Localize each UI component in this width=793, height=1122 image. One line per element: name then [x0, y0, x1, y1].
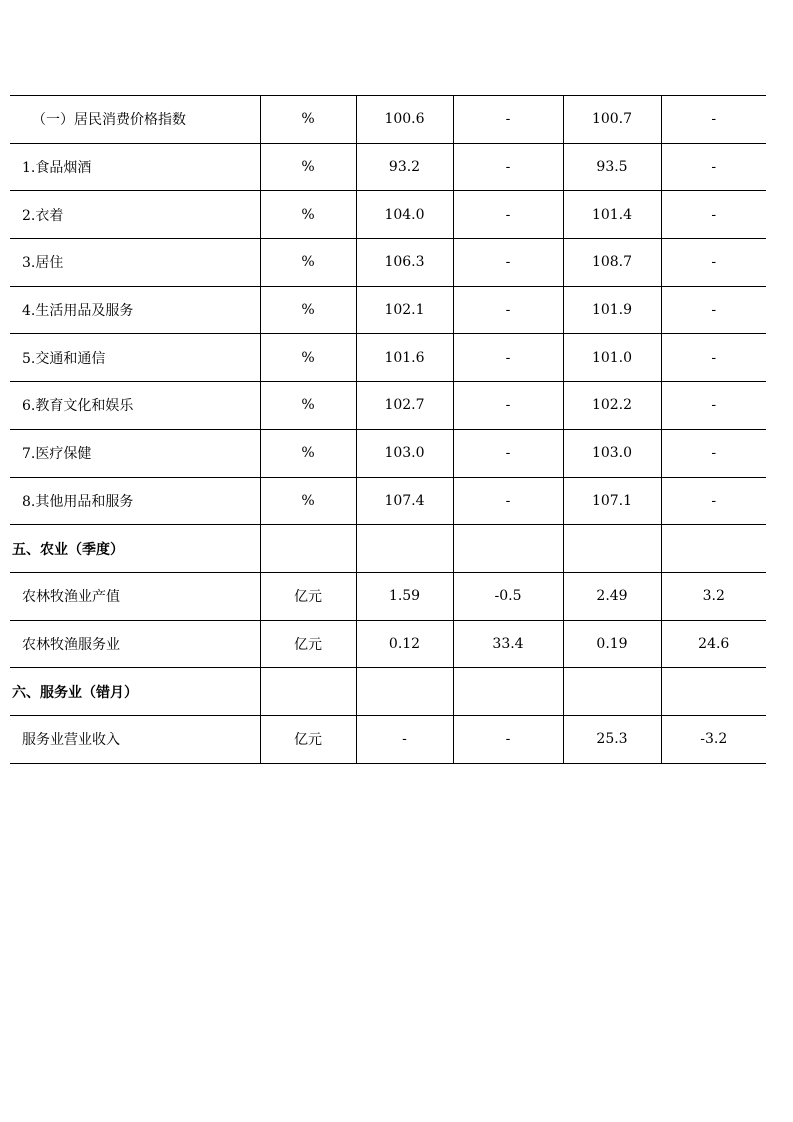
row-value-2	[453, 668, 563, 716]
row-value-1: 103.0	[356, 429, 453, 477]
row-unit: %	[260, 286, 356, 334]
table-row	[10, 191, 766, 239]
row-value-1: 107.4	[356, 477, 453, 525]
table-row	[10, 96, 766, 144]
row-unit: %	[260, 477, 356, 525]
row-value-1: 1.59	[356, 572, 453, 620]
row-value-3: 25.3	[563, 715, 661, 763]
row-value-3: 101.4	[563, 191, 661, 239]
row-value-1: 106.3	[356, 239, 453, 287]
table-row	[10, 572, 766, 620]
row-unit: %	[260, 191, 356, 239]
row-value-4: -	[661, 96, 766, 144]
row-value-2: -	[453, 382, 563, 430]
row-name: 服务业营业收入	[10, 715, 260, 763]
row-value-4: -	[661, 477, 766, 525]
table-row	[10, 429, 766, 477]
row-value-2: -	[453, 334, 563, 382]
row-name-cpi: （一）居民消费价格指数	[10, 96, 260, 144]
row-value-1: 93.2	[356, 143, 453, 191]
row-value-4: -	[661, 239, 766, 287]
row-unit: %	[260, 143, 356, 191]
row-value-3: 93.5	[563, 143, 661, 191]
row-value-3: 101.0	[563, 334, 661, 382]
row-value-3: 100.7	[563, 96, 661, 144]
row-value-2: -	[453, 143, 563, 191]
row-value-2: -	[453, 477, 563, 525]
row-value-2: -	[453, 286, 563, 334]
row-unit: %	[260, 96, 356, 144]
row-name: 6.教育文化和娱乐	[10, 382, 260, 430]
row-value-1: -	[356, 715, 453, 763]
row-value-3: 102.2	[563, 382, 661, 430]
row-name: 农林牧渔业产值	[10, 572, 260, 620]
row-name: 3.居住	[10, 239, 260, 287]
section-row	[10, 525, 766, 573]
row-value-2	[453, 525, 563, 573]
row-value-1	[356, 668, 453, 716]
row-unit: %	[260, 239, 356, 287]
row-value-4: -	[661, 382, 766, 430]
row-value-2: -0.5	[453, 572, 563, 620]
row-value-1: 102.7	[356, 382, 453, 430]
row-value-1: 104.0	[356, 191, 453, 239]
row-value-1: 102.1	[356, 286, 453, 334]
row-value-4: -	[661, 286, 766, 334]
row-unit: 亿元	[260, 715, 356, 763]
table-row	[10, 143, 766, 191]
row-value-4: -	[661, 429, 766, 477]
row-unit: 亿元	[260, 572, 356, 620]
row-value-3: 108.7	[563, 239, 661, 287]
row-value-4: 3.2	[661, 572, 766, 620]
row-name: 4.生活用品及服务	[10, 286, 260, 334]
table-row	[10, 477, 766, 525]
table-row	[10, 382, 766, 430]
section-heading-agriculture: 五、农业（季度）	[10, 525, 260, 573]
row-value-3: 103.0	[563, 429, 661, 477]
row-value-2: -	[453, 715, 563, 763]
row-unit: %	[260, 382, 356, 430]
row-unit: 亿元	[260, 620, 356, 668]
row-name: 5.交通和通信	[10, 334, 260, 382]
row-value-3: 101.9	[563, 286, 661, 334]
row-value-2: -	[453, 96, 563, 144]
row-value-4: 24.6	[661, 620, 766, 668]
row-value-1: 0.12	[356, 620, 453, 668]
row-unit: %	[260, 429, 356, 477]
section-heading-services: 六、服务业（错月）	[10, 668, 260, 716]
row-value-1: 101.6	[356, 334, 453, 382]
row-value-2: -	[453, 239, 563, 287]
row-value-4	[661, 525, 766, 573]
row-unit	[260, 525, 356, 573]
table-row	[10, 286, 766, 334]
row-name: 2.衣着	[10, 191, 260, 239]
row-value-3: 0.19	[563, 620, 661, 668]
table-row	[10, 239, 766, 287]
row-value-3: 107.1	[563, 477, 661, 525]
row-value-3	[563, 668, 661, 716]
row-value-4: -3.2	[661, 715, 766, 763]
row-unit	[260, 668, 356, 716]
row-value-2: -	[453, 191, 563, 239]
section-row	[10, 668, 766, 716]
row-name: 1.食品烟酒	[10, 143, 260, 191]
row-name: 7.医疗保健	[10, 429, 260, 477]
table-row	[10, 620, 766, 668]
row-value-4: -	[661, 143, 766, 191]
row-name: 农林牧渔服务业	[10, 620, 260, 668]
row-value-3: 2.49	[563, 572, 661, 620]
row-value-4: -	[661, 334, 766, 382]
row-value-1: 100.6	[356, 96, 453, 144]
row-unit: %	[260, 334, 356, 382]
row-value-4	[661, 668, 766, 716]
row-name: 8.其他用品和服务	[10, 477, 260, 525]
row-value-2: 33.4	[453, 620, 563, 668]
table-row	[10, 334, 766, 382]
table-row	[10, 715, 766, 763]
statistics-table	[10, 95, 766, 764]
row-value-4: -	[661, 191, 766, 239]
row-value-1	[356, 525, 453, 573]
row-value-2: -	[453, 429, 563, 477]
row-value-3	[563, 525, 661, 573]
